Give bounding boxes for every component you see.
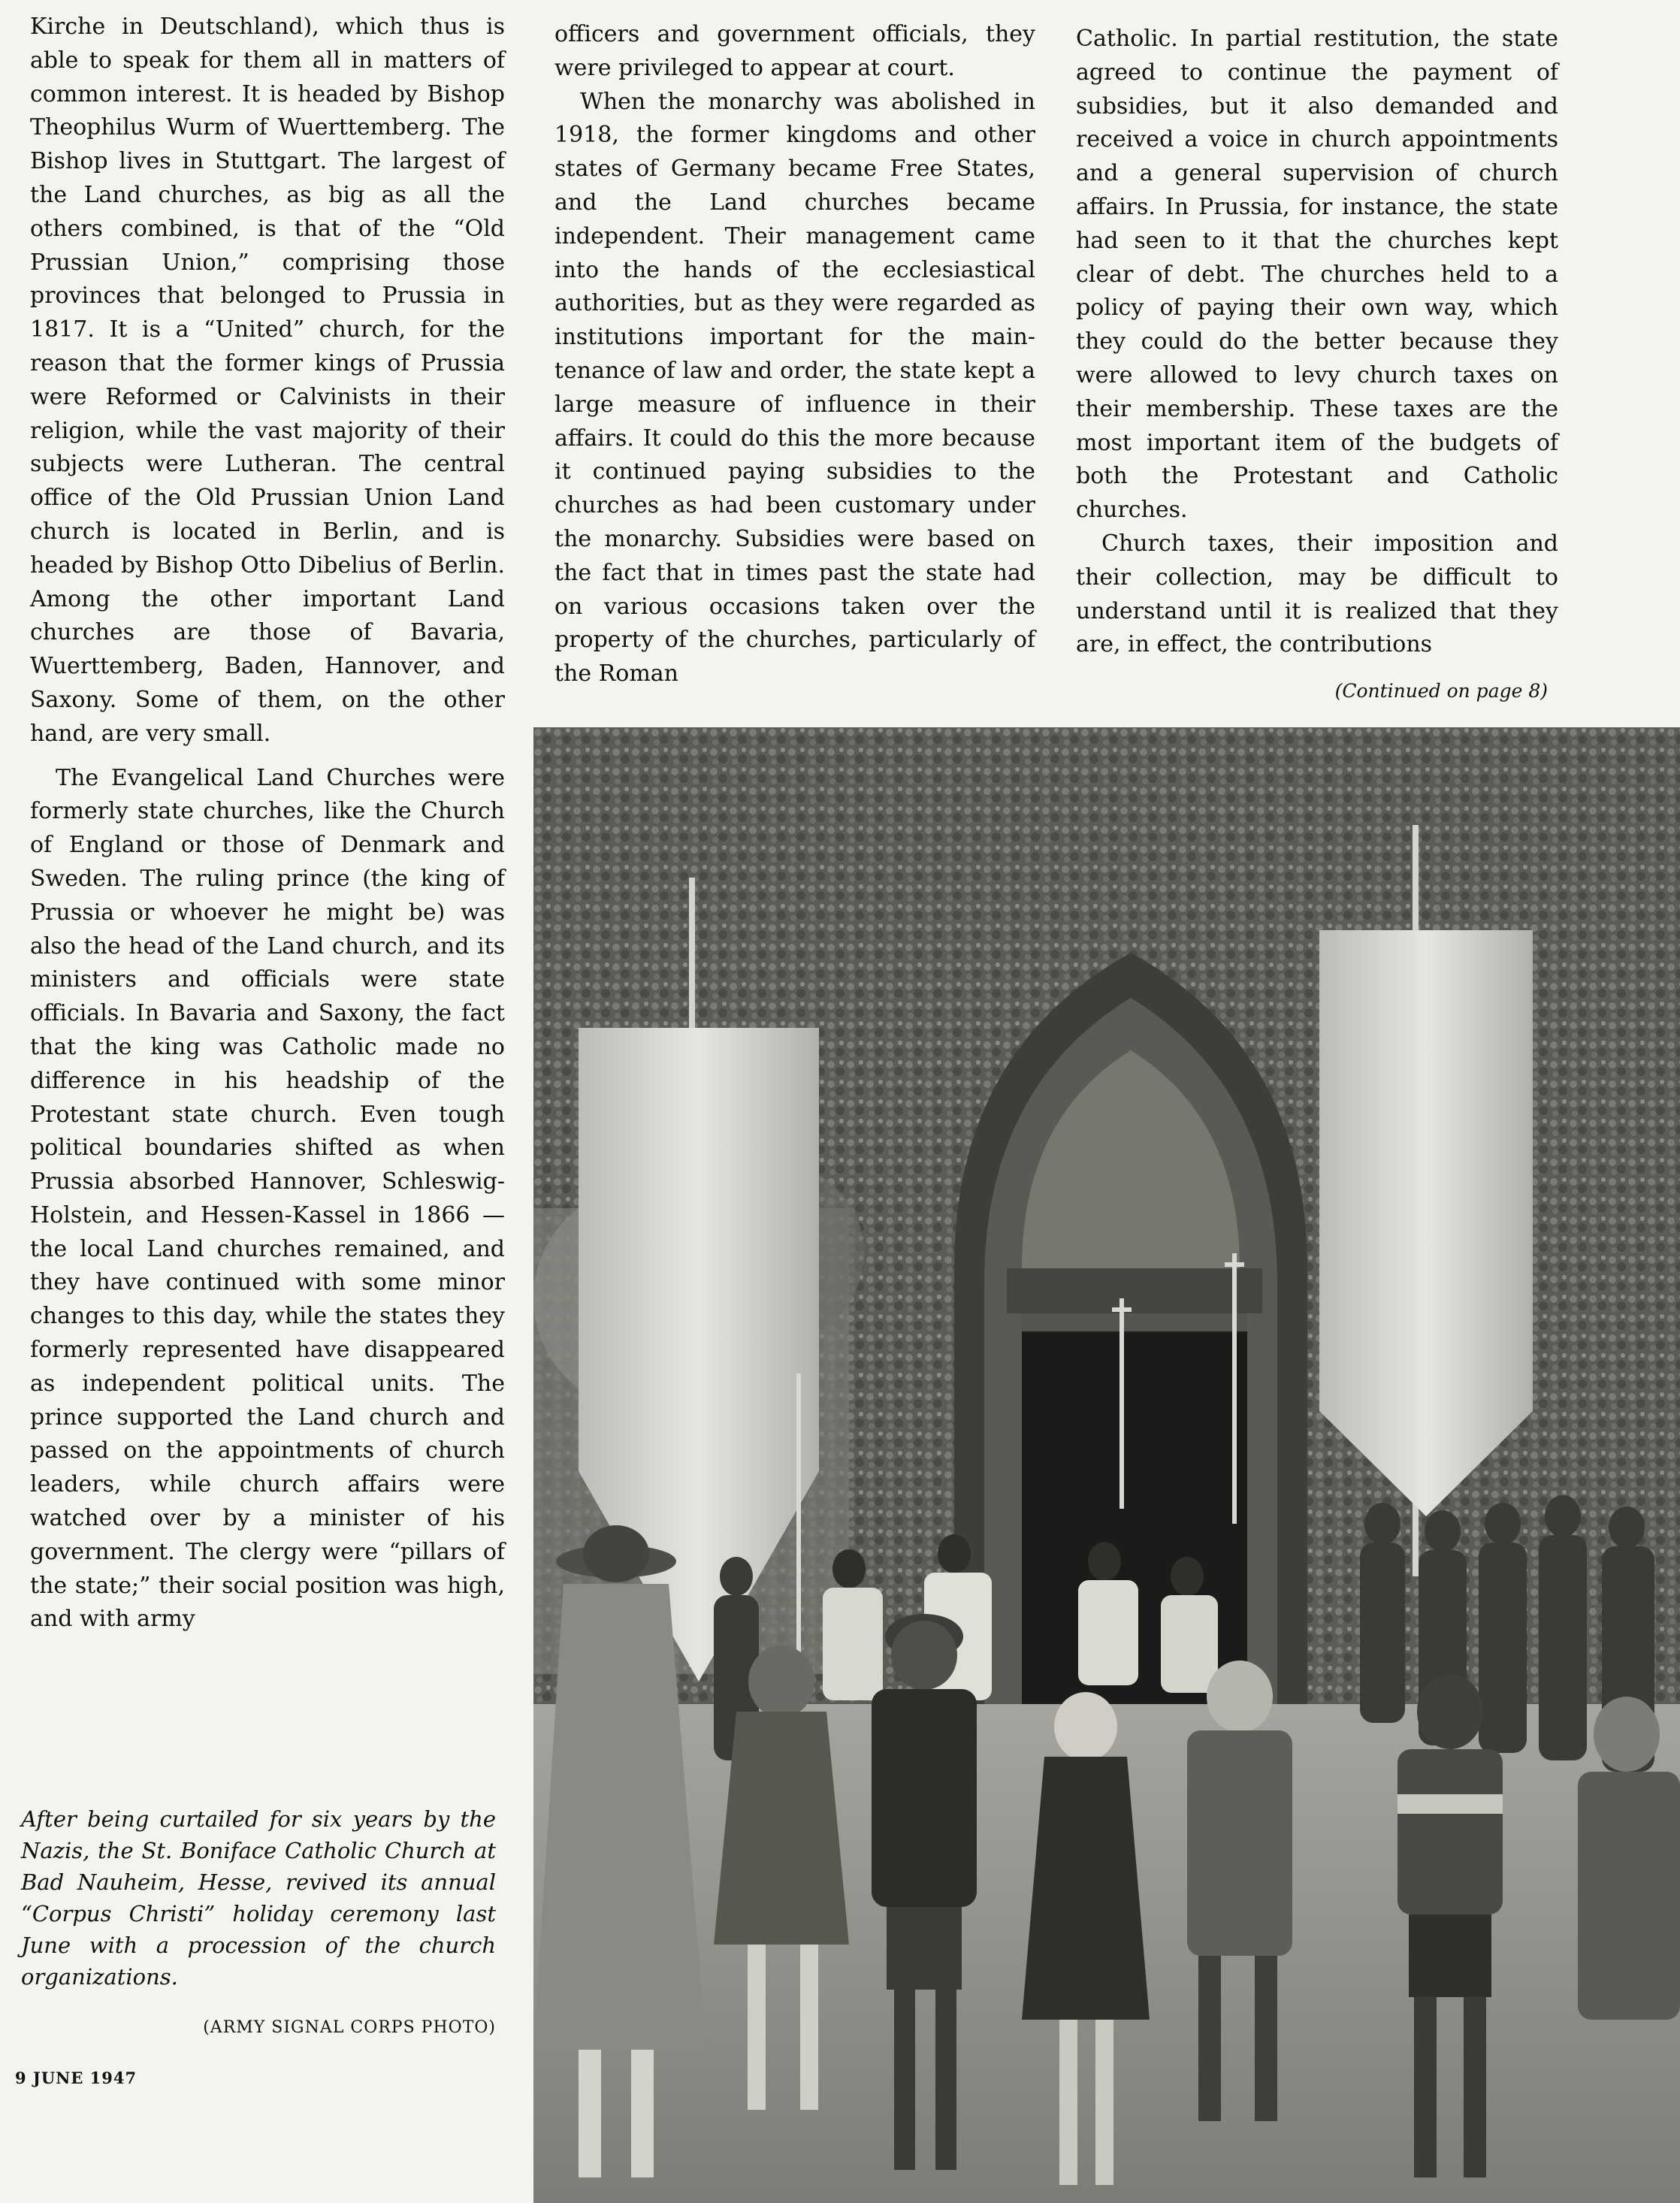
article-column-1 (30, 11, 505, 1636)
procession-photo (533, 727, 1680, 2203)
paragraph: Catholic. In partial restitution, the state agreed to continue the payment of subsidies, but it also demanded and received a voice in church appointments and a general supervision of church affairs. In Prussia, for instance, the state had seen to it that the churches kept clear of debt. The churches held to a policy of paying their own way, which they could do the better because they were allowed to levy church taxes on their membership. These taxes are the most important item of the budgets of both the Protestant and Catholic churches. (1076, 26, 1558, 524)
paragraph: officers and government officials, they were privileged to appear at court. (554, 21, 1035, 81)
photo-illustration (533, 727, 1680, 2203)
paragraph: Kirche in Deutschland), which thus is able to speak for them all in matters of common interest. It is headed by Bishop Theophilus Wurm of Wuerttemberg. The Bishop lives in Stuttgart. The largest of the Land churches, as big as all the others combined, is that of the “Old Prussian Union,” comprising those provinces that belonged to Prussia in 1817. It is a “United” church, for the reason that the former kings of Prussia were Reformed or Calvinists in their religion, while the vast majority of their subjects were Lutheran. The central office of the Old Prussian Union Land church is located in Berlin, and is headed by Bishop Otto Dibelius of Berlin. Among the other important Land churches are those of Bavaria, Wuerttemberg, Baden, Hannover, and Saxony. Some of them, on the other hand, are very small. (30, 14, 505, 747)
paragraph: When the monarchy was abolished in 1918, the former kingdoms and other states of Germany became Free States, and the Land churches became independent. Their management came into the hands of the ecclesiastical authorities, but as they were regarded as institutions important for the maintenance of law and order, the state kept a large measure of influence in their affairs. It could do this the more because it continued paying subsidies to the churches as had been customary under the monarchy. Subsidies were based on the fact that in times past the state had on various occasions taken over the property of the churches, particularly of the Roman (554, 88, 1035, 687)
photo-caption: After being curtailed for six years by the Nazis, the St. Boniface Catholic Church at Bad Nauheim, Hesse, revived its annual “Corpus Christi” holiday ceremony last June with a procession of the church organizations. (21, 1806, 496, 1990)
page-folio: 9 JUNE 1947 (15, 2069, 137, 2087)
article-column-2 (554, 18, 1035, 691)
article-column-3 (1076, 23, 1558, 662)
photo-credit: (ARMY SIGNAL CORPS PHOTO) (203, 2018, 496, 2037)
paragraph: Church taxes, their imposition and their collection, may be difficult to understand until it is realized that they are, in effect, the contributions (1076, 530, 1558, 658)
continued-note: (Continued on page 8) (1334, 680, 1548, 702)
paragraph: The Evangelical Land Churches were formerly state churches, like the Church of England or those of Denmark and Sweden. The ruling prince (the king of Prussia or whoever he might be) was also the head of the Land church, and its ministers and officials were state officials. In Bavaria and Saxony, the fact that the king was Catholic made no difference in his headship of the Protestant state church. Even tough political boundaries shifted as when Prussia absorbed Hannover, Schleswig-Holstein, and Hessen-Kassel in 1866 — the local Land churches remained, and they have continued with some minor changes to this day, while the states they formerly represented have disappeared as independent political units. The prince supported the Land church and passed on the appointments of church leaders, while church affairs were watched over by a minister of his government. The clergy were “pillars of the state;” their social position was high, and with army (30, 764, 505, 1633)
